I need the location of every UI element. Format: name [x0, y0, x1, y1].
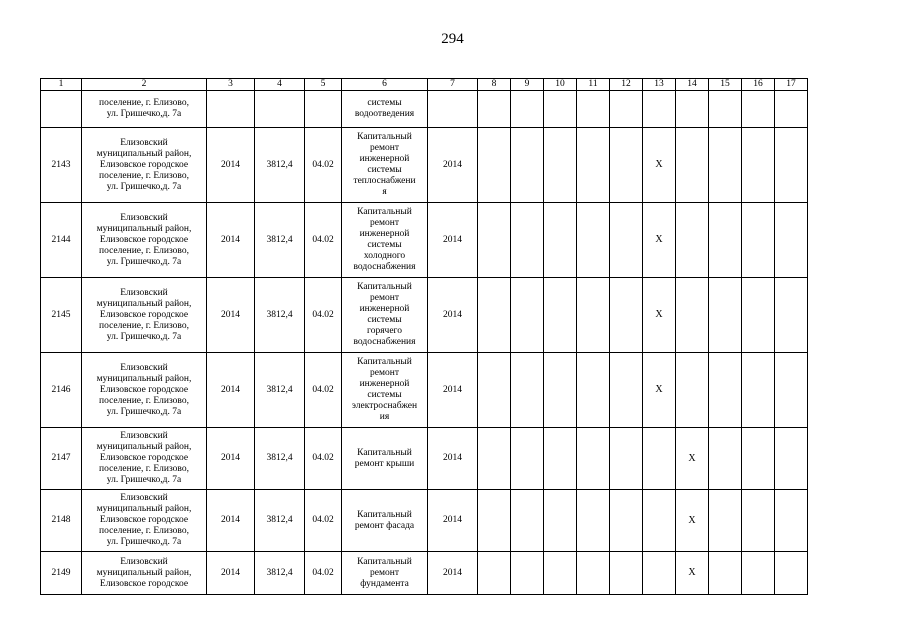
- cell-col-11: [577, 128, 610, 203]
- cell-area: [255, 490, 305, 552]
- cell-work-text: Капитальный ремонт инженерной системы горячего водоснабжения: [353, 282, 416, 347]
- cell-address-text: Елизовский муниципальный район, Елизовское городское поселение, г. Елизово, ул. Гришечко,д. 7а: [96, 287, 192, 342]
- cell-col-12: [610, 428, 643, 490]
- cell-year2-text: 2014: [443, 515, 462, 525]
- cell-col-8: [478, 278, 511, 353]
- cell-area-text: 3812,4: [266, 384, 293, 395]
- header-cell: 5: [305, 79, 342, 91]
- cell-col-12: [610, 353, 643, 428]
- cell-col-9: [511, 203, 544, 278]
- cell-work: [342, 490, 428, 552]
- cell-col-11: [577, 428, 610, 490]
- cell-col-14: [676, 428, 709, 490]
- table-row: [41, 203, 808, 278]
- cell-col-11: [577, 353, 610, 428]
- cell-area: [255, 552, 305, 595]
- cell-col-13: [643, 490, 676, 552]
- cell-year2-text: 2014: [443, 567, 462, 578]
- cell-col-10: [544, 490, 577, 552]
- cell-col-10: [544, 128, 577, 203]
- cell-work: [342, 128, 428, 203]
- cell-col-13: [643, 91, 676, 128]
- cell-col-9: [511, 91, 544, 128]
- cell-col-11: [577, 552, 610, 595]
- cell-year2: [428, 428, 478, 490]
- table-row: [41, 128, 808, 203]
- cell-col-17: [775, 91, 808, 128]
- cell-year-text: 2014: [221, 567, 240, 578]
- cell-no: [41, 552, 82, 595]
- mark-x: Х: [688, 567, 696, 578]
- cell-address: [82, 128, 207, 203]
- table-row: [41, 490, 808, 552]
- cell-col-10: [544, 91, 577, 128]
- cell-no-text: 2148: [51, 515, 71, 525]
- header-cell: 14: [676, 79, 709, 91]
- cell-col-17: [775, 203, 808, 278]
- cell-col-8: [478, 428, 511, 490]
- cell-col-13: [643, 428, 676, 490]
- cell-col-16: [742, 353, 775, 428]
- cell-col-13: [643, 552, 676, 595]
- cell-col-8: [478, 490, 511, 552]
- cell-col-15: [709, 490, 742, 552]
- header-cell: 4: [255, 79, 305, 91]
- cell-address: [82, 428, 207, 490]
- cell-code-text: 04.02: [312, 453, 334, 463]
- cell-col-12: [610, 278, 643, 353]
- cell-code: [305, 490, 342, 552]
- mark-x: Х: [688, 514, 696, 526]
- cell-area-text: 3812,4: [266, 515, 293, 525]
- cell-col-8: [478, 91, 511, 128]
- header-cell: 15: [709, 79, 742, 91]
- cell-year2: [428, 353, 478, 428]
- cell-year2-text: 2014: [443, 309, 462, 320]
- cell-no-text: 2146: [51, 384, 71, 395]
- cell-work-text: Капитальный ремонт фундамента: [357, 556, 412, 589]
- cell-code: [305, 91, 342, 128]
- cell-work-text: Капитальный ремонт крыши: [354, 447, 415, 469]
- cell-col-8: [478, 353, 511, 428]
- header-cell: 17: [775, 79, 808, 91]
- cell-year: [207, 91, 255, 128]
- cell-year2: [428, 91, 478, 128]
- cell-work-text: системы водоотведения: [354, 98, 415, 119]
- cell-area-text: 3812,4: [266, 309, 293, 320]
- cell-col-15: [709, 428, 742, 490]
- cell-col-8: [478, 128, 511, 203]
- cell-code-text: 04.02: [312, 567, 334, 578]
- mark-x: Х: [688, 452, 696, 464]
- cell-col-13: [643, 128, 676, 203]
- cell-address: [82, 353, 207, 428]
- cell-col-15: [709, 353, 742, 428]
- cell-no: [41, 128, 82, 203]
- table-row: [41, 278, 808, 353]
- header-cell: 10: [544, 79, 577, 91]
- cell-col-14: [676, 91, 709, 128]
- cell-address-text: Елизовский муниципальный район, Елизовское городское: [96, 556, 192, 589]
- header-cell: 6: [342, 79, 428, 91]
- cell-col-17: [775, 490, 808, 552]
- cell-year2-text: 2014: [443, 234, 462, 245]
- cell-work: [342, 353, 428, 428]
- cell-address-text: поселение, г. Елизово, ул. Гришечко,д. 7а: [99, 98, 189, 119]
- cell-year: [207, 490, 255, 552]
- table-row: [41, 552, 808, 595]
- cell-no: [41, 353, 82, 428]
- cell-area: [255, 353, 305, 428]
- cell-col-17: [775, 353, 808, 428]
- cell-address: [82, 91, 207, 128]
- cell-col-15: [709, 91, 742, 128]
- cell-col-12: [610, 128, 643, 203]
- cell-col-10: [544, 353, 577, 428]
- cell-area-text: 3812,4: [266, 567, 293, 578]
- cell-address-text: Елизовский муниципальный район, Елизовское городское поселение, г. Елизово, ул. Гришечко,д. 7а: [96, 493, 192, 547]
- cell-col-14: [676, 128, 709, 203]
- cell-address: [82, 203, 207, 278]
- cell-col-14: [676, 353, 709, 428]
- cell-code: [305, 203, 342, 278]
- mark-x: Х: [655, 234, 663, 245]
- cell-col-15: [709, 203, 742, 278]
- cell-col-17: [775, 278, 808, 353]
- cell-col-14: [676, 278, 709, 353]
- mark-x: Х: [655, 159, 663, 170]
- data-table: [40, 78, 808, 595]
- cell-no-text: 2149: [51, 567, 71, 578]
- cell-code-text: 04.02: [312, 234, 334, 245]
- cell-col-15: [709, 128, 742, 203]
- cell-col-11: [577, 203, 610, 278]
- cell-col-9: [511, 490, 544, 552]
- cell-address-text: Елизовский муниципальный район, Елизовское городское поселение, г. Елизово, ул. Гришечко,д. 7а: [96, 137, 192, 192]
- cell-year-text: 2014: [221, 515, 240, 525]
- cell-code-text: 04.02: [312, 159, 334, 170]
- cell-year: [207, 128, 255, 203]
- cell-code: [305, 428, 342, 490]
- header-cell: 8: [478, 79, 511, 91]
- cell-work: [342, 428, 428, 490]
- cell-col-9: [511, 428, 544, 490]
- cell-year: [207, 428, 255, 490]
- cell-year2: [428, 128, 478, 203]
- cell-area-text: 3812,4: [266, 159, 293, 170]
- cell-col-16: [742, 552, 775, 595]
- cell-no-text: 2147: [51, 453, 71, 463]
- cell-code: [305, 278, 342, 353]
- cell-no-text: 2143: [51, 159, 71, 170]
- header-cell: 16: [742, 79, 775, 91]
- cell-year2: [428, 552, 478, 595]
- cell-no: [41, 490, 82, 552]
- cell-area: [255, 203, 305, 278]
- cell-work: [342, 203, 428, 278]
- cell-col-17: [775, 552, 808, 595]
- cell-address-text: Елизовский муниципальный район, Елизовское городское поселение, г. Елизово, ул. Гришечко,д. 7а: [96, 431, 192, 485]
- cell-year2-text: 2014: [443, 453, 462, 463]
- cell-address: [82, 278, 207, 353]
- cell-col-16: [742, 428, 775, 490]
- cell-no-text: 2145: [51, 309, 71, 320]
- cell-area: [255, 428, 305, 490]
- cell-code-text: 04.02: [312, 515, 334, 525]
- cell-year-text: 2014: [221, 159, 240, 170]
- cell-col-17: [775, 428, 808, 490]
- cell-col-13: [643, 278, 676, 353]
- cell-col-10: [544, 278, 577, 353]
- cell-work: [342, 91, 428, 128]
- cell-address-text: Елизовский муниципальный район, Елизовское городское поселение, г. Елизово, ул. Гришечко,д. 7а: [96, 212, 192, 267]
- mark-x: Х: [655, 309, 663, 320]
- cell-work: [342, 552, 428, 595]
- header-cell: 3: [207, 79, 255, 91]
- cell-year: [207, 552, 255, 595]
- cell-col-15: [709, 552, 742, 595]
- cell-col-12: [610, 91, 643, 128]
- cell-year: [207, 278, 255, 353]
- cell-address: [82, 552, 207, 595]
- cell-col-10: [544, 203, 577, 278]
- cell-address-text: Елизовский муниципальный район, Елизовское городское поселение, г. Елизово, ул. Гришечко,д. 7а: [96, 362, 192, 417]
- header-cell: 13: [643, 79, 676, 91]
- cell-col-14: [676, 490, 709, 552]
- cell-col-11: [577, 490, 610, 552]
- header-cell: 12: [610, 79, 643, 91]
- cell-work: [342, 278, 428, 353]
- header-cell: 9: [511, 79, 544, 91]
- cell-col-16: [742, 91, 775, 128]
- cell-code: [305, 353, 342, 428]
- cell-address: [82, 490, 207, 552]
- cell-col-14: [676, 552, 709, 595]
- cell-col-15: [709, 278, 742, 353]
- cell-no: [41, 203, 82, 278]
- cell-area-text: 3812,4: [266, 453, 293, 463]
- cell-area: [255, 128, 305, 203]
- cell-no: [41, 91, 82, 128]
- cell-code: [305, 552, 342, 595]
- cell-col-10: [544, 552, 577, 595]
- cell-col-8: [478, 203, 511, 278]
- cell-col-9: [511, 128, 544, 203]
- cell-col-12: [610, 490, 643, 552]
- cell-year-text: 2014: [221, 453, 240, 463]
- cell-col-16: [742, 128, 775, 203]
- table-row: [41, 428, 808, 490]
- cell-col-16: [742, 490, 775, 552]
- cell-col-8: [478, 552, 511, 595]
- cell-code: [305, 128, 342, 203]
- cell-area: [255, 91, 305, 128]
- cell-work-text: Капитальный ремонт инженерной системы теплоснабжени я: [353, 132, 416, 197]
- cell-col-12: [610, 552, 643, 595]
- cell-col-9: [511, 552, 544, 595]
- cell-no: [41, 278, 82, 353]
- cell-year2: [428, 203, 478, 278]
- cell-col-11: [577, 278, 610, 353]
- cell-year2: [428, 490, 478, 552]
- header-cell: 11: [577, 79, 610, 91]
- cell-year2: [428, 278, 478, 353]
- cell-col-16: [742, 278, 775, 353]
- cell-col-10: [544, 428, 577, 490]
- cell-year-text: 2014: [221, 384, 240, 395]
- cell-col-13: [643, 353, 676, 428]
- cell-work-text: Капитальный ремонт инженерной системы электроснабжен ия: [351, 357, 418, 422]
- cell-col-14: [676, 203, 709, 278]
- mark-x: Х: [655, 384, 663, 395]
- cell-col-16: [742, 203, 775, 278]
- page-number: 294: [441, 31, 464, 47]
- cell-code-text: 04.02: [312, 309, 334, 320]
- cell-col-9: [511, 353, 544, 428]
- cell-year: [207, 203, 255, 278]
- cell-area-text: 3812,4: [266, 234, 293, 245]
- cell-year-text: 2014: [221, 309, 240, 320]
- header-row: [41, 79, 808, 91]
- cell-col-9: [511, 278, 544, 353]
- header-cell: 2: [82, 79, 207, 91]
- cell-col-12: [610, 203, 643, 278]
- cell-col-13: [643, 203, 676, 278]
- cell-col-17: [775, 128, 808, 203]
- header-cell: 1: [41, 79, 82, 91]
- cell-year: [207, 353, 255, 428]
- cell-work-text: Капитальный ремонт инженерной системы холодного водоснабжения: [353, 207, 416, 272]
- cell-work-text: Капитальный ремонт фасада: [354, 509, 415, 531]
- cell-code-text: 04.02: [312, 384, 334, 395]
- header-cell: 7: [428, 79, 478, 91]
- table-row: [41, 91, 808, 128]
- table-row: [41, 353, 808, 428]
- cell-no: [41, 428, 82, 490]
- cell-no-text: 2144: [51, 234, 71, 245]
- cell-col-11: [577, 91, 610, 128]
- cell-year-text: 2014: [221, 234, 240, 245]
- cell-year2-text: 2014: [443, 384, 462, 395]
- cell-year2-text: 2014: [443, 159, 462, 170]
- cell-area: [255, 278, 305, 353]
